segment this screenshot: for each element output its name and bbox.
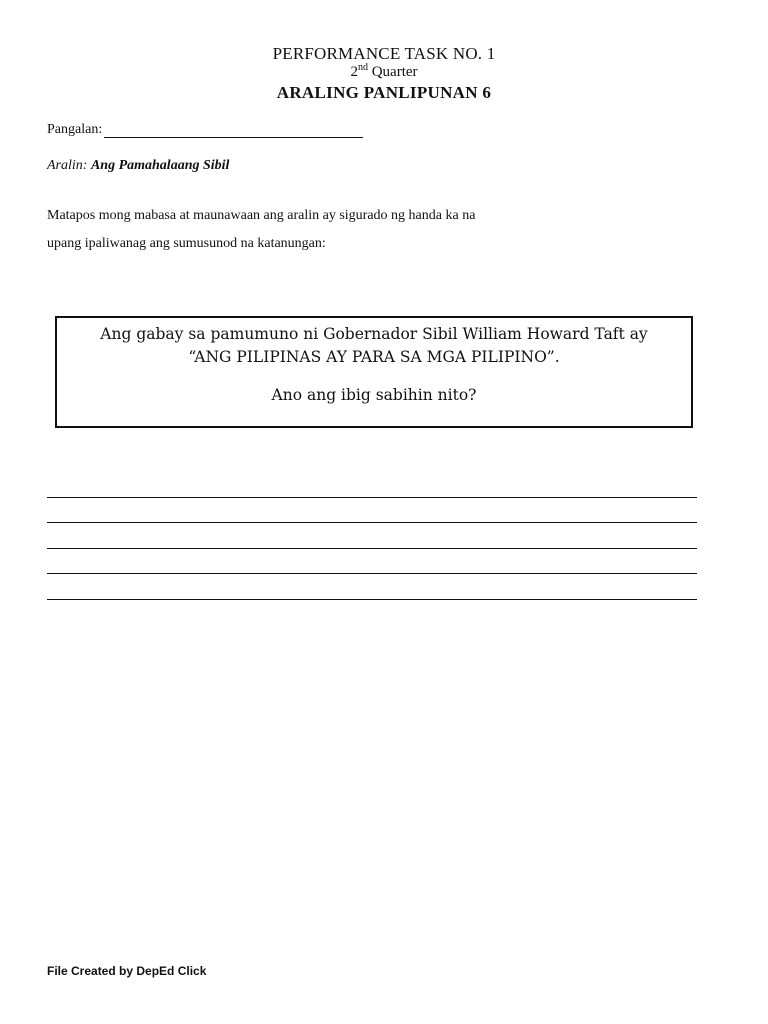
quarter-suffix: nd bbox=[357, 62, 368, 73]
lesson-title: Ang Pamahalaang Sibil bbox=[90, 158, 230, 173]
footer-credit: File Created by DepEd Click bbox=[47, 964, 207, 978]
question-line-2: “ANG PILIPINAS AY PARA SA MGA PILIPINO”. bbox=[188, 348, 560, 366]
question-box bbox=[55, 316, 693, 428]
answer-line[interactable] bbox=[47, 573, 697, 574]
instruction-line-2: upang ipaliwanag ang sumusunod na katanungan: bbox=[47, 236, 326, 251]
quarter-heading bbox=[0, 64, 768, 81]
task-title: PERFORMANCE TASK NO. 1 bbox=[272, 44, 496, 63]
question-line-3: Ano ang ibig sabihin nito? bbox=[271, 386, 477, 404]
instruction-line-1: Matapos mong mabasa at maunawaan ang aralin ay sigurado ng handa ka na bbox=[47, 208, 476, 223]
name-field bbox=[47, 122, 363, 138]
subject-heading: ARALING PANLIPUNAN 6 bbox=[276, 83, 492, 102]
lesson-label: Aralin: bbox=[47, 158, 88, 173]
name-label: Pangalan: bbox=[47, 122, 103, 137]
quarter-number: 2 bbox=[350, 64, 358, 80]
question-line-1: Ang gabay sa pamumuno ni Gobernador Sibil William Howard Taft ay bbox=[100, 325, 648, 343]
answer-line[interactable] bbox=[47, 497, 697, 498]
answer-line[interactable] bbox=[47, 599, 697, 600]
lesson-field bbox=[47, 158, 229, 174]
name-blank-line[interactable] bbox=[104, 123, 363, 138]
quarter-label: Quarter bbox=[371, 64, 418, 80]
answer-line[interactable] bbox=[47, 522, 697, 523]
answer-line[interactable] bbox=[47, 548, 697, 549]
